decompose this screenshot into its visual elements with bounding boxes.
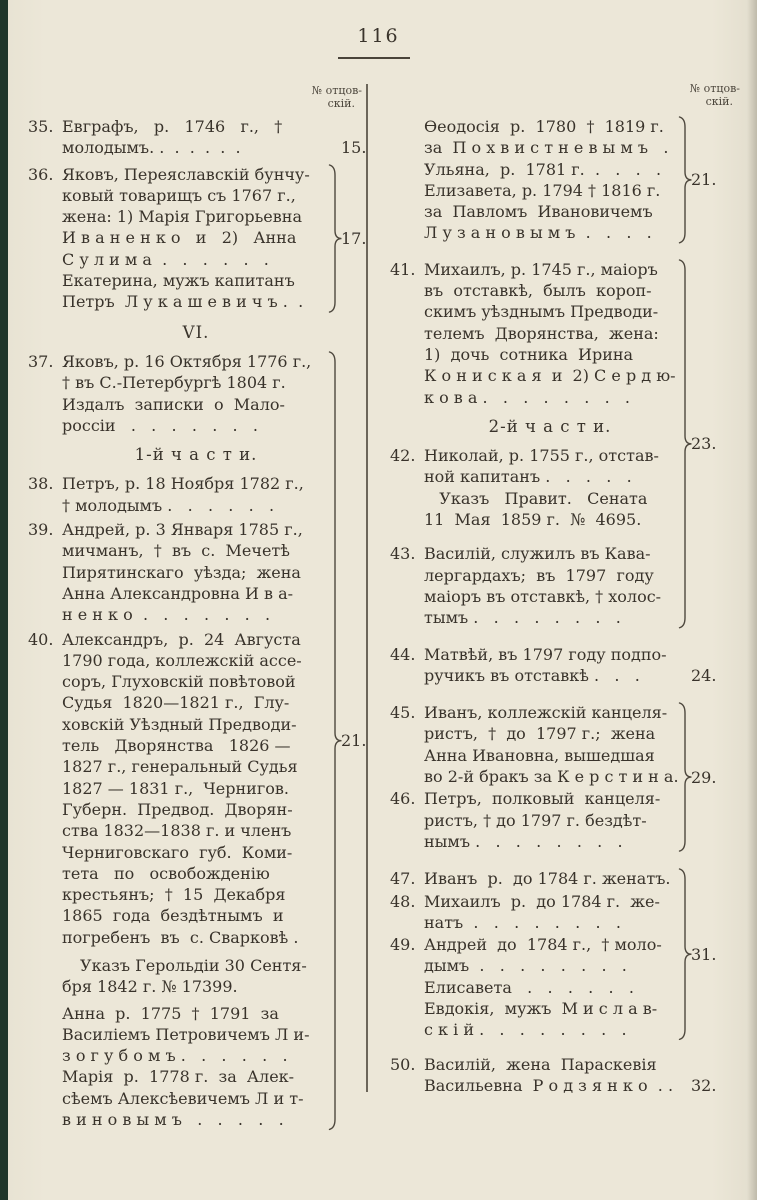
text-line: Василій, служилъ въ Кава- <box>424 544 651 564</box>
text-line: 1865 года бездѣтнымъ и <box>62 906 284 926</box>
text-line: нымъ . . . . . . . . <box>424 831 623 851</box>
text-line: сѣемъ Алексѣевичемъ Л и т- <box>62 1088 304 1108</box>
text-line: к о в а . . . . . . . . <box>424 387 631 407</box>
text-paragraph <box>28 1003 398 1131</box>
text-line: тымъ . . . . . . . . <box>424 608 621 628</box>
text-line: ховскій Уѣздный Предводи- <box>62 714 297 734</box>
text-line: Евграфъ, р. 1746 г., † <box>62 117 283 136</box>
text-line: Александръ, р. 24 Августа <box>62 629 301 649</box>
text-line: Пирятинскаго уѣзда; жена <box>62 562 301 582</box>
text-line: Николай, р. 1755 г., отстав- <box>424 446 659 466</box>
text-line: Марія р. 1778 г. за Алек- <box>62 1067 295 1087</box>
text-line: з о г у б о м ъ . . . . . . <box>62 1046 288 1066</box>
text-line: 1) дочь сотника Ирина <box>424 344 634 364</box>
text-line: 1790 года, коллежскій ассе- <box>62 650 302 670</box>
text-line: в и н о в ы м ъ . . . . . <box>62 1110 284 1130</box>
text-line: россіи . . . . . . . <box>62 415 258 435</box>
entry-number: 49. <box>390 935 416 955</box>
text-line: Губерн. Предвод. Дворян- <box>62 799 293 819</box>
text-line: Василіемъ Петровичемъ Л и- <box>62 1024 310 1044</box>
text-line: Яковъ, р. 16 Октября 1776 г., <box>62 351 312 371</box>
father-number: 29. <box>691 767 717 787</box>
entry-number: 38. <box>28 474 54 494</box>
text-line: Евдокія, мужъ М и с л а в- <box>424 998 658 1018</box>
text-line: ковый товарищъ съ 1767 г., <box>62 185 296 205</box>
page-number-rule <box>338 57 410 59</box>
text-line: Ульяна, р. 1781 г. . . . . <box>424 159 662 179</box>
text-line: натъ . . . . . . . . <box>424 912 621 932</box>
genealogy-entry <box>390 868 754 889</box>
genealogy-entry <box>390 445 754 530</box>
entry-number: 40. <box>28 629 54 649</box>
text-line: жена: 1) Марія Григорьевна <box>62 207 302 227</box>
text-line: Анна Ивановна, вышедшая <box>424 745 655 765</box>
text-line: Петръ, р. 18 Ноября 1782 г., <box>62 474 304 494</box>
header-line: № отцов- <box>311 84 362 97</box>
text-line: Екатерина, мужъ капитанъ <box>62 271 295 291</box>
genealogy-entry <box>390 259 754 408</box>
text-line: Издалъ записки о Мало- <box>62 394 285 414</box>
header-line: скій. <box>327 97 355 110</box>
text-paragraph <box>28 955 398 998</box>
text-line: Ѳеодосія р. 1780 † 1819 г. <box>424 117 664 136</box>
section-heading: 2-й ч а с т и. <box>488 416 612 436</box>
entry-number: 35. <box>28 117 54 136</box>
text-line: крестьянъ; † 15 Декабря <box>62 885 286 905</box>
father-number: 21. <box>691 170 717 190</box>
text-line: погребенъ въ с. Сварковѣ . <box>62 927 299 947</box>
father-number: 23. <box>691 434 717 454</box>
text-line: 11 Мая 1859 г. № 4695. <box>424 510 642 530</box>
genealogy-entry <box>28 629 398 948</box>
text-line: Анна р. 1775 † 1791 за <box>62 1003 279 1023</box>
text-line: Указъ Герольдіи 30 Сентя- <box>80 955 307 975</box>
text-line: Елизавета, р. 1794 † 1816 г. <box>424 180 661 200</box>
text-line: 1827 г., генеральный Судья <box>62 757 298 777</box>
text-line: телемъ Дворянства, жена: <box>424 323 659 343</box>
text-line: мичманъ, † въ с. Мечетѣ <box>62 541 290 561</box>
entry-number: 36. <box>28 164 54 184</box>
text-line: Судья 1820—1821 г., Глу- <box>62 693 290 713</box>
entry-number: 39. <box>28 520 54 540</box>
father-number-column-header-left <box>298 84 362 110</box>
entry-number: 44. <box>390 644 416 664</box>
text-line: за П о х в и с т н е в ы м ъ . <box>424 138 669 158</box>
binding-edge <box>0 0 8 1200</box>
entry-number: 48. <box>390 891 416 911</box>
text-line: дымъ . . . . . . . . <box>424 956 627 976</box>
text-line: скимъ уѣзднымъ Предводи- <box>424 302 659 322</box>
text-line: молодымъ. . . . . . . <box>62 138 241 158</box>
father-number: 31. <box>691 944 717 964</box>
genealogy-entry <box>28 519 398 625</box>
text-line: Василій, жена Параскевія <box>424 1054 657 1074</box>
text-line: Михаилъ р. до 1784 г. же- <box>424 891 660 911</box>
entry-number: 47. <box>390 869 416 889</box>
text-line: н е н к о . . . . . . . <box>62 605 271 625</box>
father-number: 21. <box>341 731 367 751</box>
text-line: ручикъ въ отставкѣ . . . <box>424 665 640 685</box>
entry-number: 45. <box>390 703 416 723</box>
right-column <box>390 114 754 1096</box>
header-line: скій. <box>705 95 733 108</box>
text-line: Елисавета . . . . . . <box>424 977 634 997</box>
text-line: Петръ, полковый канцеля- <box>424 789 661 809</box>
text-line: тета по освобожденію <box>62 863 270 883</box>
text-line: за Павломъ Ивановичемъ <box>424 202 653 222</box>
text-line: Андрей до 1784 г., † моло- <box>424 935 662 955</box>
header-line: № отцов- <box>689 82 740 95</box>
text-line: с к і й . . . . . . . . <box>424 1020 627 1040</box>
text-line: Анна Александровна И в а- <box>62 583 294 603</box>
entry-number: 43. <box>390 544 416 564</box>
entry-number: 50. <box>390 1054 416 1074</box>
text-line: Матвѣй, въ 1797 году подпо- <box>424 644 667 664</box>
father-number: 17. <box>341 228 367 248</box>
text-line: Петръ Л у к а ш е в и ч ъ . . <box>62 292 304 312</box>
text-line: Михаилъ, р. 1745 г., маіоръ <box>424 259 658 279</box>
genealogy-entry <box>390 543 754 628</box>
text-line: Васильевна Р о д з я н к о . . <box>424 1075 674 1095</box>
text-line: Л у з а н о в ы м ъ . . . . <box>424 223 652 243</box>
text-line: Черниговскаго губ. Коми- <box>62 842 293 862</box>
text-line: тель Дворянства 1826 — <box>62 736 291 756</box>
page-number: 116 <box>357 25 400 47</box>
text-line: Указъ Правит. Сената <box>424 488 648 508</box>
text-line: Иванъ, коллежскій канцеля- <box>424 703 668 723</box>
genealogy-entry <box>28 351 398 436</box>
genealogy-entry <box>390 891 754 934</box>
text-line: ства 1832—1838 г. и членъ <box>62 821 292 841</box>
text-line: ристъ, † до 1797 г. бездѣт- <box>424 810 647 830</box>
text-line: соръ, Глуховскій повѣтовой <box>62 672 296 692</box>
section-heading: 1-й ч а с т и. <box>134 445 258 465</box>
entry-number: 37. <box>28 351 54 371</box>
text-line: Иванъ р. до 1784 г. женатъ. <box>424 869 671 889</box>
text-line: К о н и с к а я и 2) С е р д ю- <box>424 366 676 386</box>
father-number: 24. <box>691 665 717 685</box>
entry-number: 46. <box>390 789 416 809</box>
text-line: И в а н е н к о и 2) Анна <box>62 228 297 248</box>
text-line: бря 1842 г. № 17399. <box>62 977 238 997</box>
text-line: ной капитанъ . . . . . <box>424 467 632 487</box>
father-number: 32. <box>691 1075 717 1095</box>
text-line: † молодымъ . . . . . . <box>62 495 275 515</box>
text-line: маіоръ въ отставкѣ, † холос- <box>424 586 662 606</box>
father-number-column-header-right <box>664 82 740 108</box>
father-number: 15. <box>341 138 367 158</box>
text-line: въ отставкѣ, былъ короп- <box>424 281 652 301</box>
text-line: Андрей, р. 3 Января 1785 г., <box>62 520 303 540</box>
text-line: С у л и м а . . . . . . <box>62 249 269 269</box>
text-line: 1827 — 1831 г., Чернигов. <box>62 778 289 798</box>
genealogy-entry <box>28 473 398 516</box>
section-heading: VI. <box>182 322 210 342</box>
text-line: Яковъ, Переяславскій бунчу- <box>62 164 310 184</box>
text-line: во 2-й бракъ за К е р с т и н а. <box>424 767 679 787</box>
text-line: † въ С.-Петербургѣ 1804 г. <box>62 373 286 393</box>
text-line: лергардахъ; въ 1797 году <box>424 565 654 585</box>
text-line: ристъ, † до 1797 г.; жена <box>424 724 656 744</box>
genealogy-entry <box>390 788 754 852</box>
entry-number: 41. <box>390 259 416 279</box>
left-column <box>28 114 398 1130</box>
entry-number: 42. <box>390 446 416 466</box>
